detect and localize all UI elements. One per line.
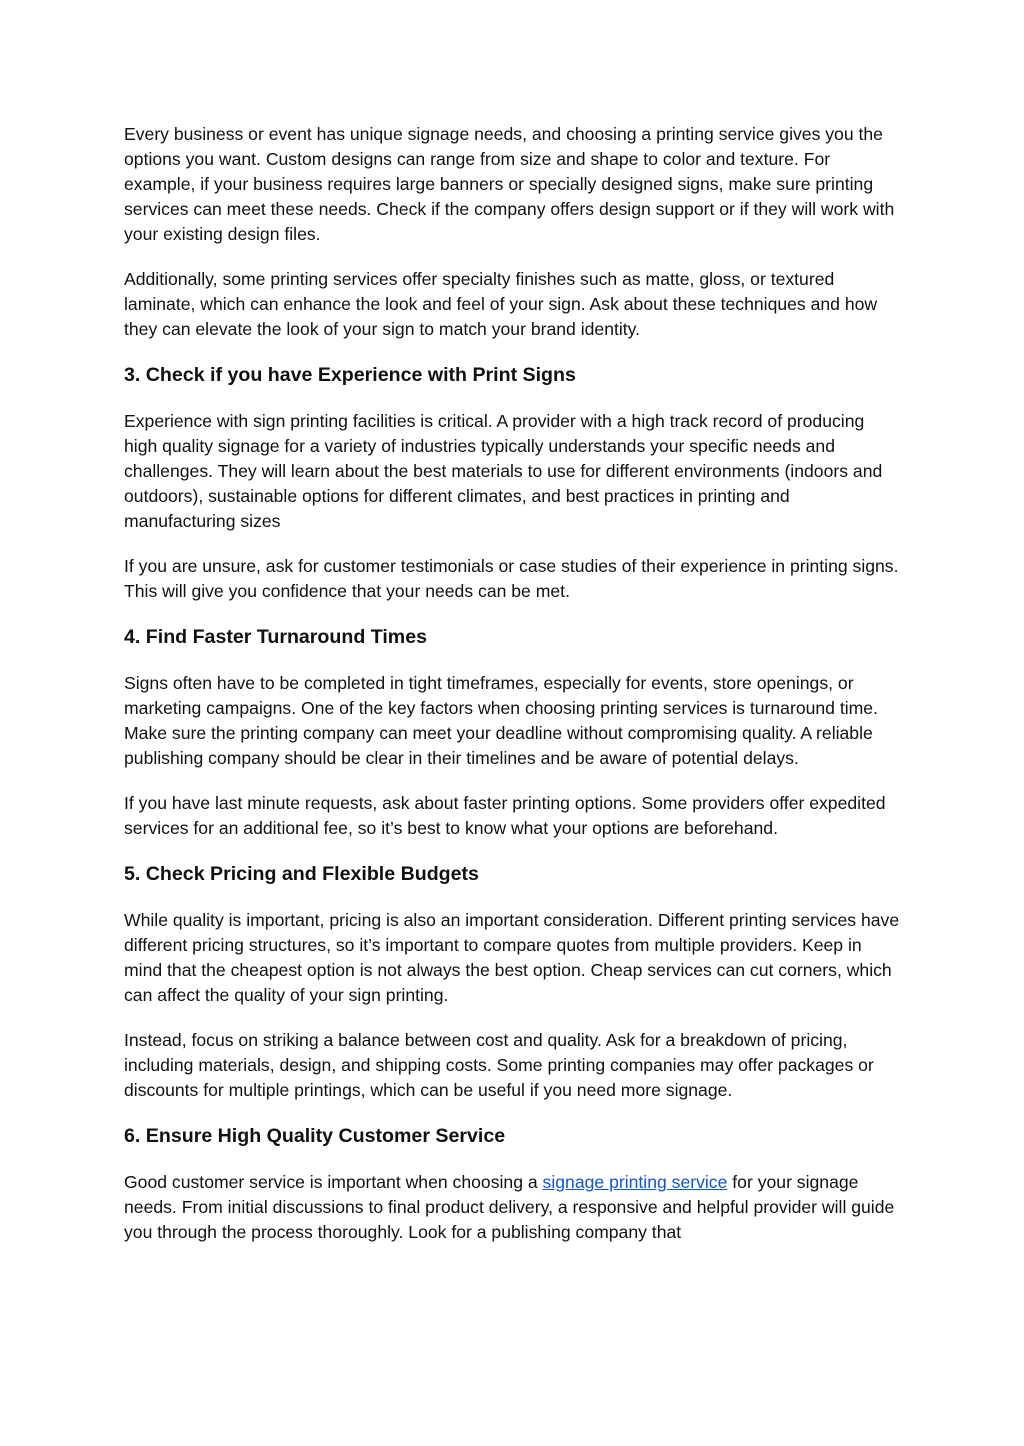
section-5-paragraph-2: Instead, focus on striking a balance between cost and quality. Ask for a breakdown of pricing, including materials, design, and shipping costs. Some printing companies may offer packages or discounts for multiple printings, which can be useful if you need more signage. — [124, 1030, 874, 1100]
intro-paragraph-2: Additionally, some printing services offer specialty finishes such as matte, gloss, or textured laminate, which can enhance the look and feel of your sign. Ask about these techniques and how they can elevate the look of your sign to match your brand identity. — [124, 269, 878, 339]
section-6-text-after-link: for your signage needs. From initial discussions to final product delivery, a responsive and helpful provider will guide you through the process thoroughly. Look for a publishing company that — [124, 1172, 895, 1242]
section-4-paragraph-1: Signs often have to be completed in tight timeframes, especially for events, store openings, or marketing campaigns. One of the key factors when choosing printing services is turnaround time. Make sure the printing company can meet your deadline without compromising quality. A reliable publishing company should be clear in their timelines and be aware of potential delays. — [124, 673, 878, 768]
section-5-paragraph-1: While quality is important, pricing is also an important consideration. Different printing services have different pricing structures, so it’s important to compare quotes from multiple providers. Keep in mind that the cheapest option is not always the best option. Cheap services can cut corners, which can affect the quality of your sign printing. — [124, 910, 900, 1005]
section-6-paragraph-1 — [124, 1170, 900, 1245]
section-6-heading: 6. Ensure High Quality Customer Service — [124, 1125, 506, 1147]
section-4-paragraph-2: If you have last minute requests, ask about faster printing options. Some providers offer expedited services for an additional fee, so it’s best to know what your options are beforehand. — [124, 793, 886, 838]
section-3-paragraph-2: If you are unsure, ask for customer testimonials or case studies of their experience in printing signs. This will give you confidence that your needs can be met. — [124, 556, 899, 601]
section-5-heading: 5. Check Pricing and Flexible Budgets — [124, 863, 479, 885]
section-3-paragraph-1: Experience with sign printing facilities is critical. A provider with a high track record of producing high quality signage for a variety of industries typically understands your specific needs and challenges. They will learn about the best materials to use for different environments (indoors and outdoors), sustainable options for different climates, and best practices in printing and manufacturing sizes — [124, 411, 883, 531]
signage-printing-service-link[interactable]: signage printing service — [542, 1172, 728, 1192]
section-3-heading: 3. Check if you have Experience with Print Signs — [124, 364, 576, 386]
section-4-heading: 4. Find Faster Turnaround Times — [124, 626, 428, 648]
document-page — [124, 122, 900, 1265]
intro-paragraph-1: Every business or event has unique signage needs, and choosing a printing service gives you the options you want. Custom designs can range from size and shape to color and texture. For example, if your business requires large banners or specially designed signs, make sure printing services can meet these needs. Check if the company offers design support or if they will work with your existing design files. — [124, 124, 895, 244]
section-6-text-before-link: Good customer service is important when choosing a — [124, 1172, 543, 1192]
